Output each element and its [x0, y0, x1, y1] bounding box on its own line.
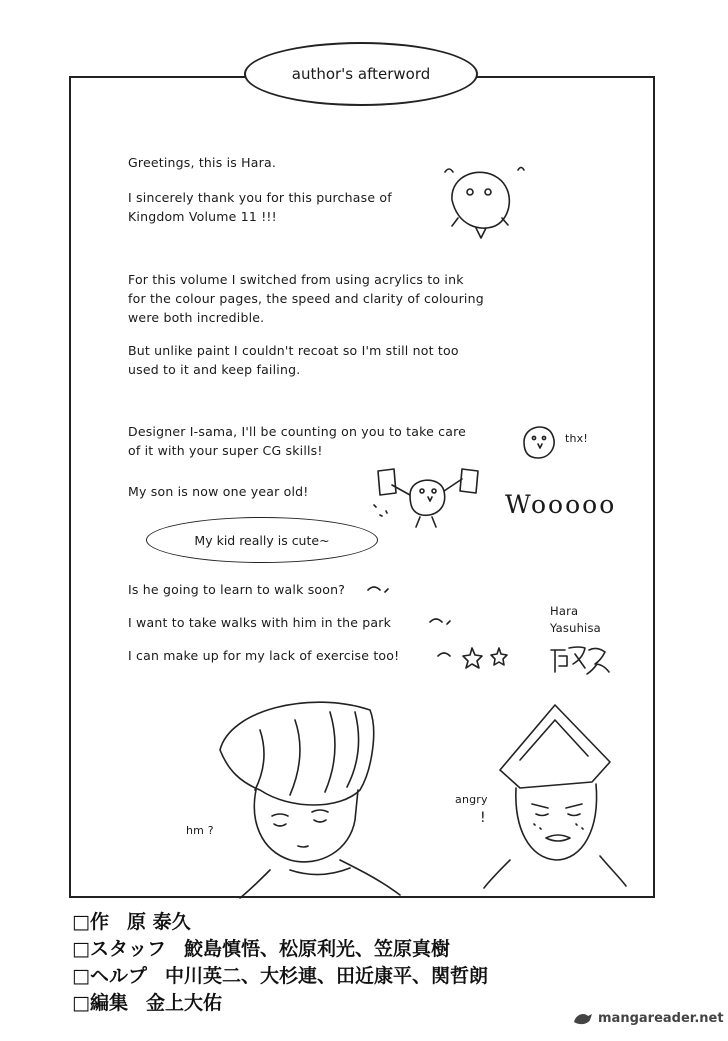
- credit-role: □作: [72, 911, 109, 933]
- credit-role: □編集: [72, 992, 128, 1014]
- walk-soon-text: Is he going to learn to walk soon?: [128, 582, 346, 597]
- thx-label: thx!: [565, 432, 589, 445]
- credit-role: □ヘルプ: [72, 965, 147, 987]
- page-title: author's afterword: [291, 65, 431, 83]
- park-text: I want to take walks with him in the park: [128, 615, 392, 630]
- wooo-sfx: Wooooo: [505, 490, 617, 519]
- son-text: My son is now one year old!: [128, 484, 309, 499]
- ink-line-2: for the colour pages, the speed and clarity of colouring: [128, 291, 484, 306]
- angry-label: angry: [455, 793, 488, 806]
- designer-line-2: of it with your super CG skills!: [128, 443, 323, 458]
- signature-kanji: [547, 642, 617, 682]
- signature-name: [550, 603, 601, 637]
- credit-names: 金上大佑: [145, 992, 222, 1014]
- credit-names: 鮫島慎悟、松原利光、笠原真樹: [183, 938, 450, 960]
- ink-line-1: For this volume I switched from using acrylics to ink: [128, 272, 464, 287]
- ink-line-3: were both incredible.: [128, 310, 265, 325]
- signature-line-1: Hara: [550, 604, 579, 618]
- credit-help: [72, 963, 488, 990]
- small-chick-icon: [520, 420, 610, 470]
- designer-line-1: Designer I-sama, I'll be counting on you to take care: [128, 424, 467, 439]
- greeting-text: Greetings, this is Hara.: [128, 155, 276, 170]
- kid-bubble-text: My kid really is cute~: [194, 532, 330, 548]
- credit-editor: [72, 990, 488, 1017]
- exclaim-mark: !: [480, 810, 486, 826]
- credit-author: [72, 909, 488, 936]
- character-left-drawing: [200, 690, 430, 900]
- watermark-logo-icon: [572, 1010, 594, 1026]
- credit-names: 原 泰久: [126, 911, 191, 933]
- flag-chick-icon: [370, 465, 500, 535]
- recoat-line-1: But unlike paint I couldn't recoat so I'm still not too: [128, 343, 459, 358]
- title-bubble: [244, 42, 478, 106]
- chick-icon: [440, 160, 530, 245]
- credit-names: 中川英二、大杉連、田近康平、関哲朗: [164, 965, 488, 987]
- credit-role: □スタッフ: [72, 938, 166, 960]
- recoat-line-2: used to it and keep failing.: [128, 362, 301, 377]
- watermark-text: mangareader.net: [598, 1010, 724, 1026]
- credit-staff: [72, 936, 488, 963]
- hm-label: hm ?: [186, 824, 214, 837]
- character-right-drawing: [480, 700, 630, 890]
- exercise-text: I can make up for my lack of exercise too!: [128, 648, 400, 663]
- credits-block: [72, 909, 488, 1017]
- thanks-line-2: Kingdom Volume 11 !!!: [128, 209, 277, 224]
- signature-line-2: Yasuhisa: [550, 621, 601, 635]
- thanks-line-1: I sincerely thank you for this purchase of: [128, 190, 392, 205]
- watermark: [572, 1010, 724, 1026]
